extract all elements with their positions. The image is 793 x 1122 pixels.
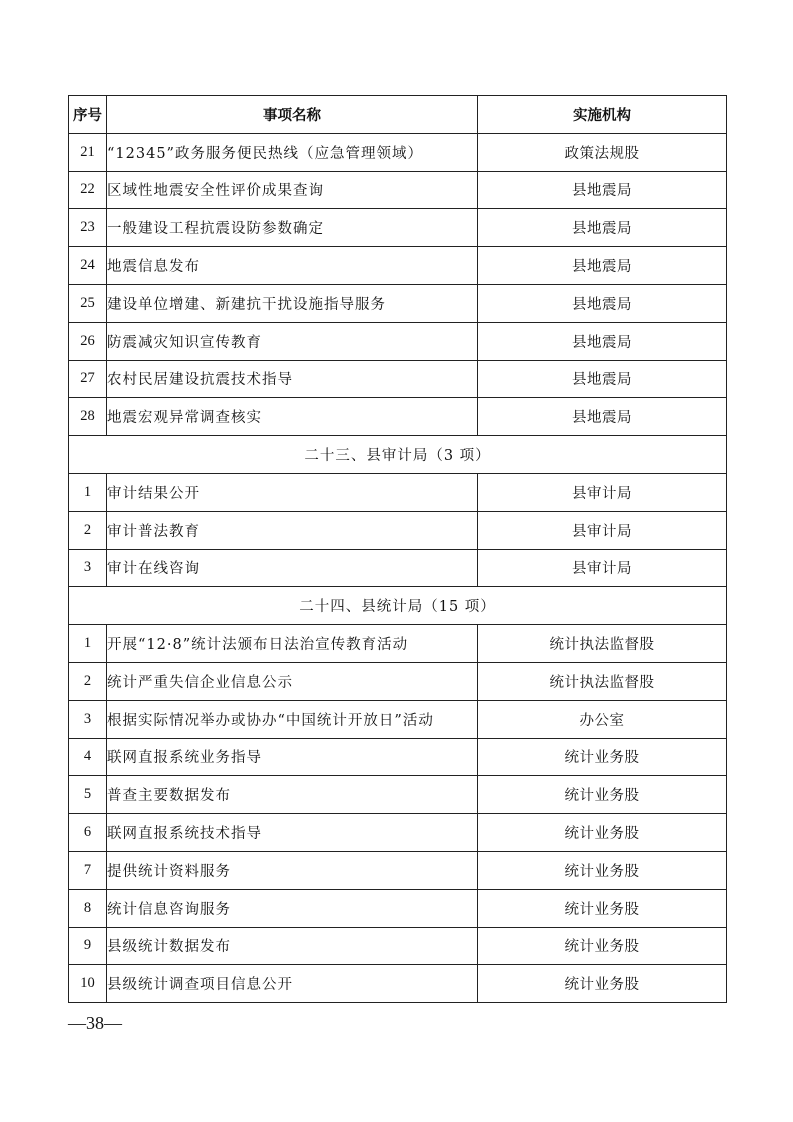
row-seq: 23 (69, 209, 107, 247)
table-row (69, 700, 727, 738)
row-item-name: 县级统计调查项目信息公开 (107, 965, 478, 1003)
row-org: 统计业务股 (478, 851, 727, 889)
row-org: 办公室 (478, 700, 727, 738)
row-org: 统计业务股 (478, 814, 727, 852)
row-item-name: 开展“12·8”统计法颁布日法治宣传教育活动 (107, 625, 478, 663)
row-item-name: 地震信息发布 (107, 247, 478, 285)
table-row (69, 360, 727, 398)
row-seq: 1 (69, 473, 107, 511)
row-seq: 2 (69, 662, 107, 700)
row-seq: 3 (69, 549, 107, 587)
row-org: 县地震局 (478, 209, 727, 247)
row-org: 统计业务股 (478, 776, 727, 814)
header-item-name: 事项名称 (107, 96, 478, 134)
row-item-name: 提供统计资料服务 (107, 851, 478, 889)
row-seq: 3 (69, 700, 107, 738)
row-seq: 21 (69, 133, 107, 171)
row-org: 统计业务股 (478, 965, 727, 1003)
row-seq: 26 (69, 322, 107, 360)
table-row (69, 171, 727, 209)
row-item-name: 联网直报系统业务指导 (107, 738, 478, 776)
row-org: 政策法规股 (478, 133, 727, 171)
table-header-row (69, 96, 727, 134)
table-row (69, 549, 727, 587)
row-item-name: 县级统计数据发布 (107, 927, 478, 965)
row-item-name: 审计普法教育 (107, 511, 478, 549)
row-item-name: 统计严重失信企业信息公示 (107, 662, 478, 700)
table-row (69, 738, 727, 776)
row-org: 统计执法监督股 (478, 625, 727, 663)
row-org: 县地震局 (478, 171, 727, 209)
row-org: 县地震局 (478, 322, 727, 360)
row-org: 统计业务股 (478, 927, 727, 965)
row-seq: 8 (69, 889, 107, 927)
table-row (69, 965, 727, 1003)
row-item-name: 普查主要数据发布 (107, 776, 478, 814)
row-seq: 1 (69, 625, 107, 663)
table-row (69, 133, 727, 171)
row-item-name: 建设单位增建、新建抗干扰设施指导服务 (107, 284, 478, 322)
row-seq: 24 (69, 247, 107, 285)
table-row (69, 322, 727, 360)
row-org: 县地震局 (478, 360, 727, 398)
section-header-row (69, 587, 727, 625)
section-header-row (69, 436, 727, 474)
table-row (69, 776, 727, 814)
row-org: 县地震局 (478, 398, 727, 436)
row-org: 县审计局 (478, 549, 727, 587)
row-seq: 25 (69, 284, 107, 322)
row-org: 县审计局 (478, 473, 727, 511)
row-seq: 22 (69, 171, 107, 209)
row-item-name: 根据实际情况举办或协办“中国统计开放日”活动 (107, 700, 478, 738)
row-item-name: 一般建设工程抗震设防参数确定 (107, 209, 478, 247)
table-row (69, 814, 727, 852)
table-row (69, 851, 727, 889)
row-seq: 7 (69, 851, 107, 889)
row-item-name: 联网直报系统技术指导 (107, 814, 478, 852)
table-row (69, 398, 727, 436)
page-number: —38— (68, 1013, 122, 1033)
table-row (69, 209, 727, 247)
row-seq: 4 (69, 738, 107, 776)
service-items-table (68, 95, 727, 1003)
row-item-name: 地震宏观异常调查核实 (107, 398, 478, 436)
row-org: 统计业务股 (478, 889, 727, 927)
row-item-name: 农村民居建设抗震技术指导 (107, 360, 478, 398)
row-item-name: 审计结果公开 (107, 473, 478, 511)
row-seq: 9 (69, 927, 107, 965)
row-org: 县地震局 (478, 284, 727, 322)
table-row (69, 284, 727, 322)
row-item-name: 防震减灾知识宣传教育 (107, 322, 478, 360)
row-org: 统计业务股 (478, 738, 727, 776)
table-row (69, 473, 727, 511)
row-org: 统计执法监督股 (478, 662, 727, 700)
table-body (69, 133, 727, 1002)
row-seq: 10 (69, 965, 107, 1003)
row-org: 县地震局 (478, 247, 727, 285)
table-row (69, 889, 727, 927)
row-item-name: 统计信息咨询服务 (107, 889, 478, 927)
row-seq: 27 (69, 360, 107, 398)
row-seq: 28 (69, 398, 107, 436)
header-org: 实施机构 (478, 96, 727, 134)
section-title: 二十四、县统计局（15 项） (69, 587, 727, 625)
row-org: 县审计局 (478, 511, 727, 549)
table-row (69, 511, 727, 549)
row-seq: 2 (69, 511, 107, 549)
row-item-name: 区域性地震安全性评价成果查询 (107, 171, 478, 209)
row-item-name: “12345”政务服务便民热线（应急管理领域） (107, 133, 478, 171)
row-seq: 6 (69, 814, 107, 852)
section-title: 二十三、县审计局（3 项） (69, 436, 727, 474)
row-item-name: 审计在线咨询 (107, 549, 478, 587)
header-seq: 序号 (69, 96, 107, 134)
table-row (69, 625, 727, 663)
table-row (69, 662, 727, 700)
row-seq: 5 (69, 776, 107, 814)
table-row (69, 927, 727, 965)
table-row (69, 247, 727, 285)
